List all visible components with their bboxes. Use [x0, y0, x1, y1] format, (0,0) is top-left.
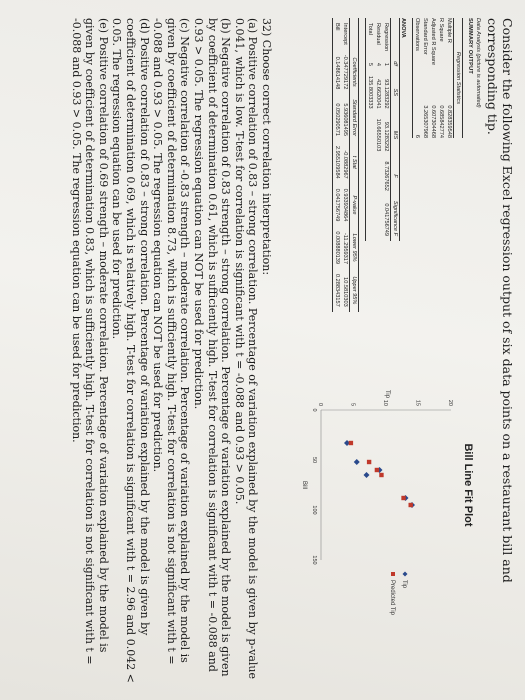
- anova-title: ANOVA: [400, 18, 406, 38]
- y-tick-label: 10: [382, 399, 388, 406]
- regstat-row: Standard Error 3.265307968: [422, 18, 428, 138]
- x-tick-label: 100: [311, 505, 317, 515]
- problem-intro: Consider the following Excel regression output of six data points on a restaurant bill and corresponding tip.: [485, 18, 515, 583]
- table-row: Bill 0.148614148 0.050290571 2.955109584 0.041756749 0.008880139 0.288343157: [333, 18, 342, 312]
- y-axis-label: Tip: [384, 389, 390, 399]
- x-tick-label: 150: [311, 555, 317, 565]
- predicted-tip-point: [379, 473, 383, 477]
- line-fit-plot-svg: [281, 360, 481, 660]
- regression-statistics-table: [412, 18, 463, 138]
- question-block: [69, 18, 273, 683]
- table-row: Total 5 135.8003333: [366, 18, 375, 241]
- option-d: (d) Positive correlation of 0.83 – strong correlation. Percentage of variation explained by the model is given by coefficient of determination 0.69, which is relatively high. T-test for correlation is significant with t = 2.96 and 0.042 < 0.05. The regression equation can be used for prediction.: [110, 18, 151, 683]
- option-e: (e) Positive correlation of 0.69 strength – moderate correlation. Percentage of variation explained by the model is given by coefficient of determination 0.83, which is sufficiently high. T-test for correlation is not significant with t = -0.088 and 0.93 > 0.05. The regression equation can be used for prediction.: [69, 18, 110, 665]
- option-b: (b) Negative correlation of 0.83 strength – strong correlation. Percentage of variation explained by the model is given by coefficient of determination 0.61, which is sufficiently high. T-test for correlation is significant with t = -0.088 and 0.93 > 0.05. The regression equation can NOT be used for prediction.: [192, 18, 233, 677]
- chart-title: Bill Line Fit Plot: [462, 443, 474, 527]
- legend-entry: Predicted Tip: [389, 580, 395, 616]
- regression-statistics-title: Regression Statistics: [453, 18, 463, 138]
- coefficients-table: Coefficients Standard Error t Stat P-value Lower 95% Upper 95% Intercept -0.347729172 5.936081495 -0.0882967 0.933934864 -11.2959317 10.5810303 Bill 0.148614148 0.050290571 2.955109584 0.041756749 0.008880139 0.288343157: [332, 18, 359, 312]
- table-row: Regression 1 93.1283292 93.1283292 8.73267652 0.041756749: [383, 23, 389, 237]
- regstat-row: R Square 0.685842774: [438, 18, 444, 138]
- regstat-row: Adjusted R Square 0.607304468: [430, 18, 436, 138]
- predicted-tip-point: [375, 468, 379, 472]
- question-stem: 32) Choose correct correlation interpretation:: [260, 18, 273, 276]
- table-row: Residual 4 42.6620041 10.66550103: [375, 23, 381, 152]
- predicted-tip-point: [367, 460, 371, 464]
- regstat-row: Multiple R 0.828359548: [446, 18, 452, 138]
- legend-predicted-marker: [391, 572, 395, 576]
- coefficients-section: [332, 18, 359, 318]
- x-tick-label: 0: [311, 408, 317, 412]
- table-row: Intercept -0.347729172 5.936081495 -0.0882967 0.933934864 -11.2959317 10.5810303: [342, 23, 348, 307]
- y-tick-label: 15: [414, 399, 421, 406]
- x-axis-label: Bill: [301, 480, 307, 490]
- tip-data-point: [364, 472, 370, 478]
- predicted-tip-point: [409, 503, 413, 507]
- tip-data-point: [354, 459, 360, 465]
- option-a: (a) Positive correlation of 0.83 – strong correlation. Percentage of variation explained by the model is given by p-value 0.041, which is low. T-test for correlation is significant with t = -0.088 and 0.93 > 0.05.: [232, 18, 260, 680]
- y-tick-label: 5: [349, 402, 356, 406]
- predicted-tip-point: [349, 441, 353, 445]
- anova-section: [365, 18, 406, 318]
- option-c: (c) Negative correlation of -0.83 strength – moderate correlation. Percentage of variation explained by the model is given by coefficient of determination 8.73, which is sufficiently high. T-test for correlation is not significant with t = -0.088 and 0.93 > 0.05. The regression equation can NOT be used for prediction.: [151, 18, 192, 665]
- excel-regression-output: [281, 18, 481, 318]
- anova-table: df SS MS F Significance F Regression 1 93.1283292 93.1283292 8.73267652 0.041756749 Residual 4 42.6620041 10.66550103 Total 5 135.8003333: [365, 18, 400, 241]
- legend-entry: Tip: [401, 580, 407, 589]
- predicted-tip-point: [401, 496, 405, 500]
- x-tick-label: 50: [311, 456, 317, 464]
- data-analysis-note: Data Analysis (picture is automated): [475, 18, 481, 108]
- legend-tip-marker: [403, 572, 408, 577]
- regstat-row: Observations 6: [414, 18, 420, 138]
- bill-line-fit-plot: [281, 360, 481, 660]
- y-tick-label: 20: [447, 399, 453, 406]
- summary-output-label: SUMMARY OUTPUT: [467, 18, 473, 74]
- y-tick-label: 0: [317, 402, 323, 406]
